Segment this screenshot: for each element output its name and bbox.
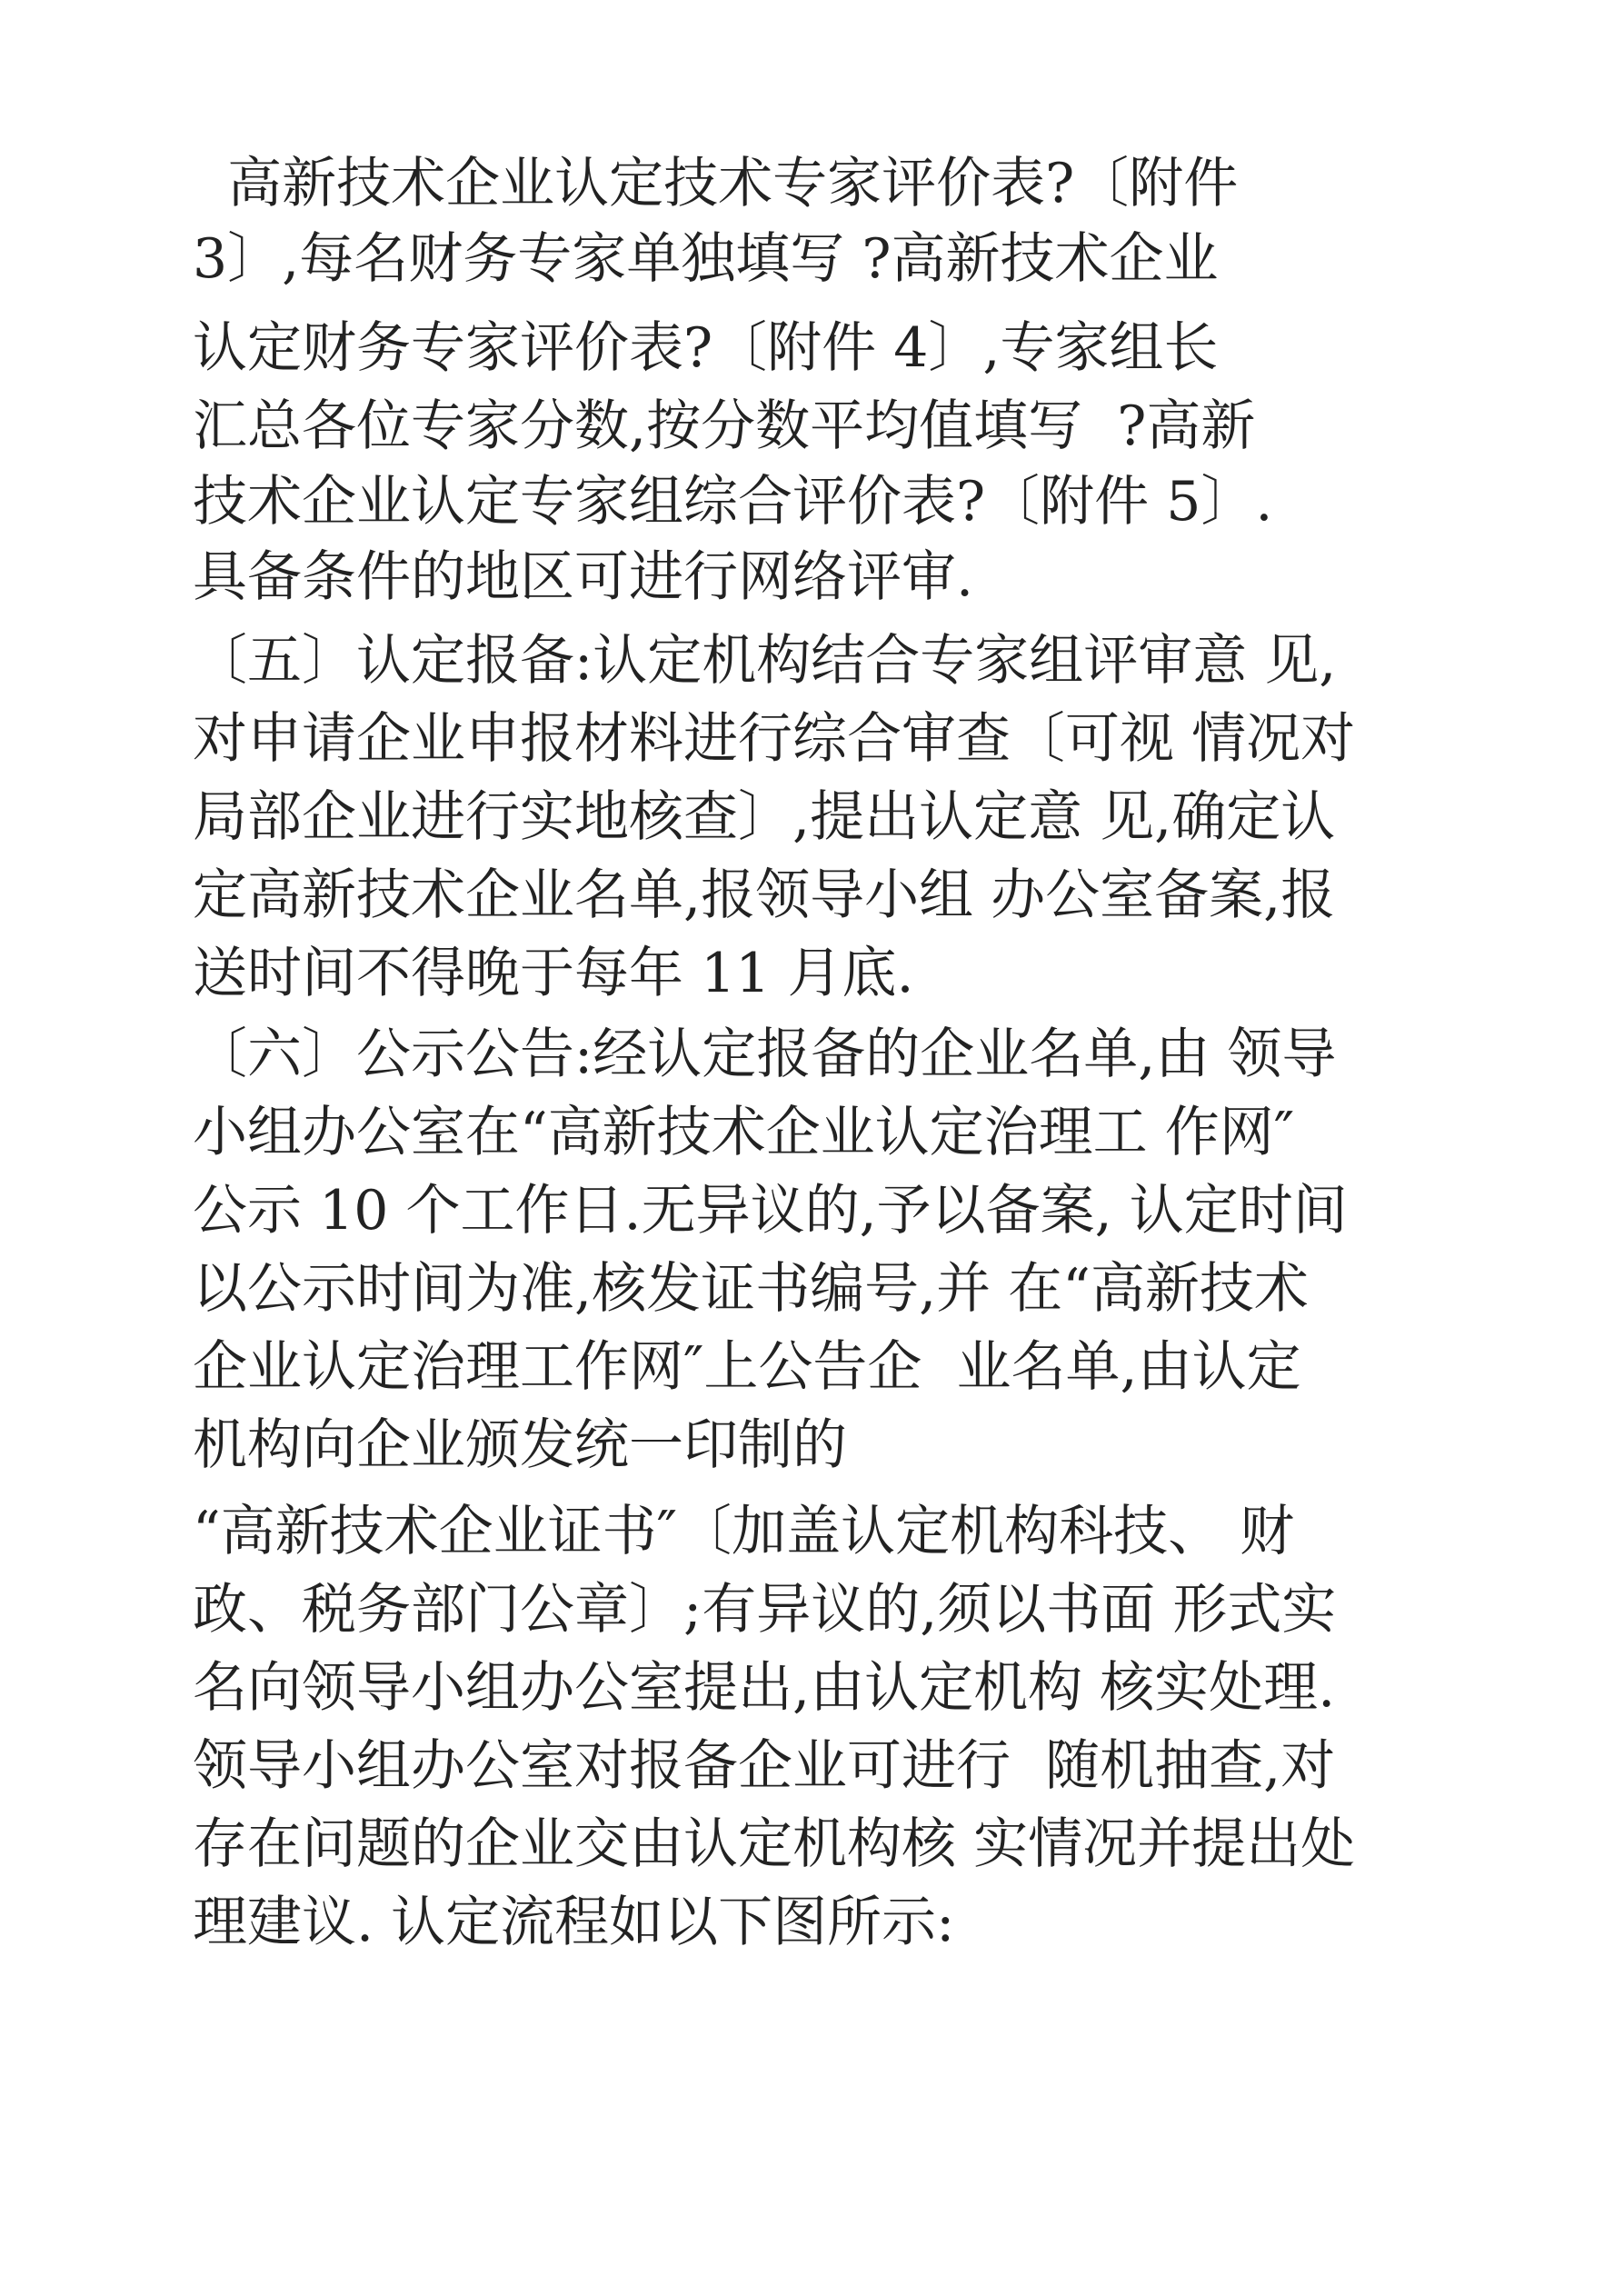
text-line: 理建议. 认定流程如以下图所示: [193,1891,955,1954]
text-line: 公示 10 个工作日.无异议的,予以备案, 认定时间 [193,1179,1348,1243]
text-line: 对申请企业申报材料进行综合审查〔可视 情况对 [193,707,1356,771]
text-line: 具备条件的地区可进行网络评审. [193,545,974,609]
text-line: 存在问题的企业交由认定机构核 实情况并提出处 [193,1812,1356,1876]
text-line: 局部企业进行实地核查〕,提出认定意 见,确定认 [193,785,1336,849]
section-six-heading-line: 〔六〕公示公告:经认定报备的企业名单,由 领导 [193,1023,1337,1086]
text-line: “高新技术企业证书″〔加盖认定机构科技、 财 [193,1500,1295,1563]
text-line: 领导小组办公室对报备企业可进行 随机抽查,对 [193,1734,1336,1798]
text-line: 机构向企业颁发统一印制的 [193,1413,847,1477]
text-line: 认定财务专家评价表?〔附件 4〕,专家组长 [193,316,1219,380]
text-line: 送时间不得晚于每年 11 月底. [193,942,914,1005]
text-line: 以公示时间为准,核发证书编号,并 在“高新技术 [193,1257,1309,1321]
text-line: 企业认定治理工作网″上公告企 业名单,由认定 [193,1335,1301,1399]
section-five-heading-line: 〔五〕认定报备:认定机构结合专家组评审意 见, [193,629,1337,693]
text-line: 政、税务部门公章〕;有异议的,须以书面 形式实 [193,1578,1337,1642]
text-line: 汇总各位专家分数,按分数平均值填写 ?高新 [193,394,1256,458]
text-line: 3〕,每名财务专家单独填写 ?高新技术企业 [193,227,1219,291]
text-line: 小组办公室在“高新技术企业认定治理工 作网″ [193,1101,1295,1164]
text-line: 名向领导小组办公室提出,由认定机构 核实处理. [193,1656,1336,1720]
text-line: 高新技术企业认定技术专家评价表?〔附件 [193,152,1239,215]
text-line: 技术企业认定专家组综合评价表?〔附件 5〕. [193,470,1273,534]
text-line: 定高新技术企业名单,报领导小组 办公室备案,报 [193,863,1336,927]
